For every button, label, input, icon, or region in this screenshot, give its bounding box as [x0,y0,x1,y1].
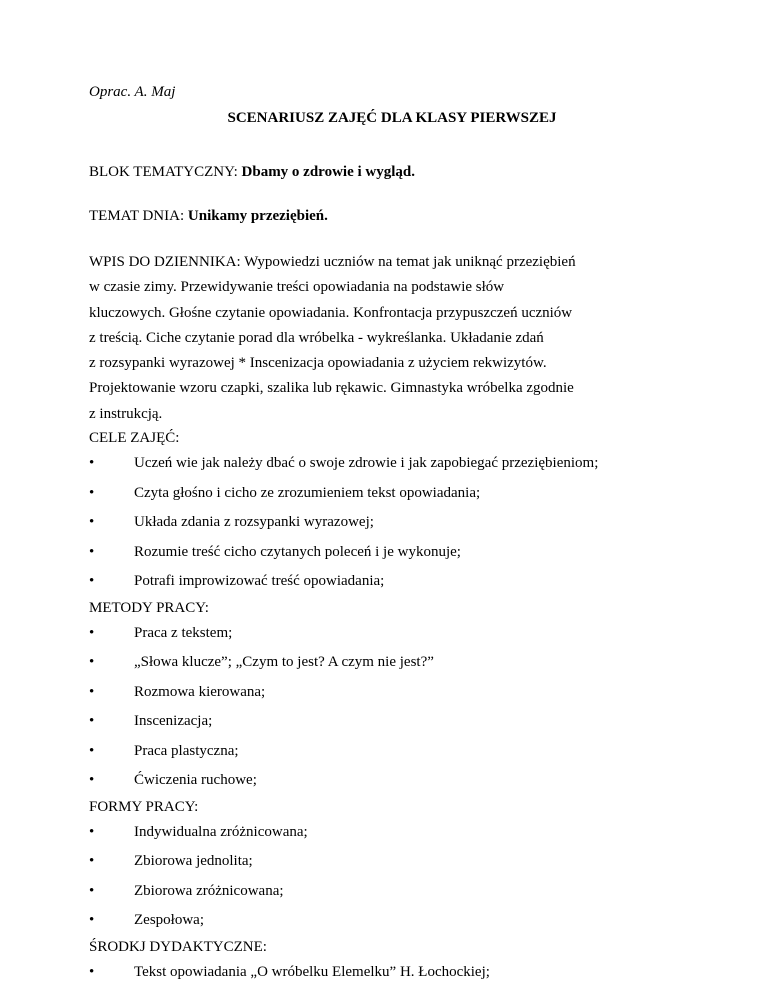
bullet-icon: • [89,455,95,471]
bullet-icon: • [89,543,95,560]
list-item-text: „Słowa klucze”; „Czym to jest? A czym nie jest?” [134,654,434,670]
list-item [89,958,729,988]
bullet-icon: • [89,853,95,869]
bullet-icon: • [89,514,95,530]
day-topic-line [89,205,328,227]
journal-entry-line: w czasie zimy. Przewidywanie treści opowiadania na podstawie słów [89,279,505,296]
list-item [89,877,729,907]
thematic-block-line [89,161,415,183]
list-item-text: Rozmowa kierowana; [134,683,266,700]
bullet-icon: • [89,484,95,501]
thematic-block-value: Dbamy o zdrowie i wygląd. [241,164,415,180]
section-heading: ŚRODKJ DYDAKTYCZNE: [89,938,267,955]
list-item-text: Tekst opowiadania „O wróbelku Elemelku” H. Łochockiej; [134,963,490,980]
bullet-icon: • [89,742,95,759]
list-item-text: Indywidualna zróżnicowana; [134,823,308,840]
section-methods [89,597,729,796]
list-item [89,818,729,848]
list-item-text: Ćwiczenia ruchowe; [134,772,257,788]
section-heading: METODY PRACY: [89,599,209,616]
list-item-text: Praca z tekstem; [134,624,233,641]
day-topic-value: Unikamy przeziębień. [187,208,328,224]
journal-entry-line: z rozsypanki wyrazowej * Inscenizacja opowiadania z użyciem rekwizytów. [89,355,547,372]
section-forms [89,796,729,936]
bullet-icon: • [89,713,95,729]
journal-entry-line: z treścią. Ciche czytanie porad dla wróbelka - wykreślanka. Układanie zdań [89,329,544,346]
journal-entry-line: kluczowych. Głośne czytanie opowiadania. Konfrontacja przypuszczeń uczniów [89,304,573,321]
list-item-text: Zespołowa; [134,912,204,928]
list-item [89,906,729,936]
list-item [89,678,729,708]
list-item-text: Czyta głośno i cicho ze zrozumieniem tekst opowiadania; [134,484,481,501]
bullet-icon: • [89,683,95,700]
list-item-text: Układa zdania z rozsypanki wyrazowej; [134,514,374,530]
bullet-icon: • [89,963,95,980]
section-heading: CELE ZAJĘĆ: [89,430,180,446]
list-item-text: Inscenizacja; [134,713,213,729]
list-item [89,648,729,678]
bullet-icon: • [89,573,95,589]
bullet-icon: • [89,654,95,670]
list-item [89,766,729,796]
section-heading: FORMY PRACY: [89,798,199,815]
journal-entry-paragraph [89,250,689,427]
section-goals [89,427,729,597]
list-item-text: Potrafi improwizować treść opowiadania; [134,573,385,589]
list-item [89,619,729,649]
journal-entry-line: z instrukcją. [89,405,163,422]
list-item [89,567,729,597]
list-item [89,479,729,509]
list-item [89,847,729,877]
bullet-icon: • [89,912,95,928]
section-teaching-aids [89,936,729,988]
list-item [89,737,729,767]
sections-container [89,427,729,987]
list-item-text: Praca plastyczna; [134,742,239,759]
document-title: SCENARIUSZ ZAJĘĆ DLA KLASY PIERWSZEJ [227,110,557,126]
bullet-icon: • [89,823,95,840]
list-item [89,449,729,479]
bullet-icon: • [89,882,95,899]
bullet-icon: • [89,624,95,641]
list-item [89,508,729,538]
list-item-text: Zbiorowa zróżnicowana; [134,882,284,899]
thematic-block-label: BLOK TEMATYCZNY: [89,164,242,180]
list-item-text: Rozumie treść cicho czytanych poleceń i je wykonuje; [134,543,461,560]
list-item [89,538,729,568]
journal-entry-line: Projektowanie wzoru czapki, szalika lub rękawic. Gimnastyka wróbelka zgodnie [89,380,574,397]
day-topic-label: TEMAT DNIA: [89,208,188,224]
list-item-text: Uczeń wie jak należy dbać o swoje zdrowie i jak zapobiegać przeziębieniom; [134,455,599,471]
journal-entry-line: WPIS DO DZIENNIKA: Wypowiedzi uczniów na temat jak uniknąć przeziębień [89,254,576,270]
list-item-text: Zbiorowa jednolita; [134,853,253,869]
bullet-icon: • [89,772,95,788]
author-line: Oprac. A. Maj [89,84,176,100]
list-item [89,707,729,737]
